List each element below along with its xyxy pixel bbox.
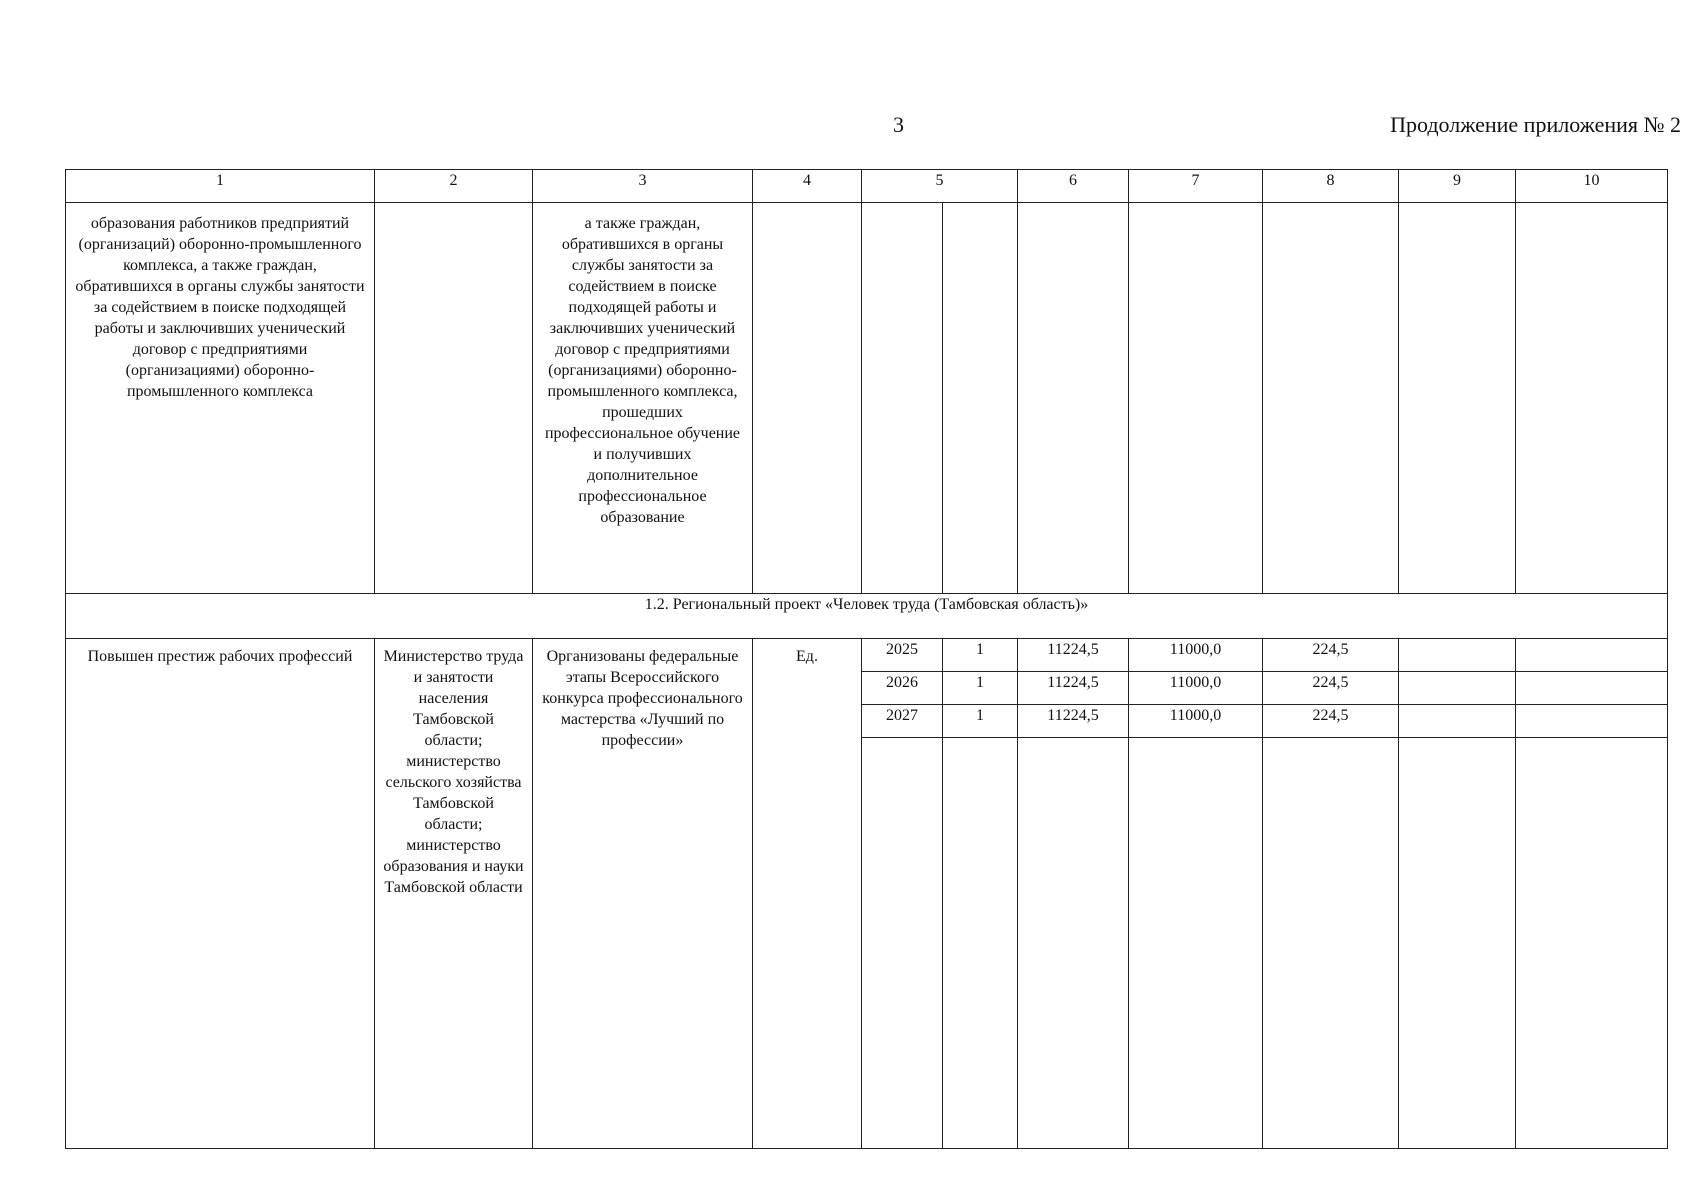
cell-unit: Ед. bbox=[753, 639, 862, 1149]
cell-year: 2026 bbox=[862, 672, 943, 705]
cell-regional bbox=[1263, 738, 1399, 1149]
column-header-10: 10 bbox=[1516, 170, 1668, 203]
cell-responsible: Министерство труда и занятости населения Тамбовской области; министерство сельского хозяйства Тамбовской области; министерство образования и науки Тамбовской области bbox=[375, 639, 533, 1149]
cell-year bbox=[862, 738, 943, 1149]
cell-total: 11224,5 bbox=[1018, 639, 1129, 672]
table-row bbox=[66, 203, 1668, 594]
cell-regional: 224,5 bbox=[1263, 639, 1399, 672]
cell-value: 1 bbox=[943, 705, 1018, 738]
cell-regional: 224,5 bbox=[1263, 705, 1399, 738]
cell-col10 bbox=[1516, 672, 1668, 705]
cell-year bbox=[862, 203, 943, 594]
column-header-5: 5 bbox=[862, 170, 1018, 203]
cell-col10 bbox=[1516, 203, 1668, 594]
cell-total bbox=[1018, 203, 1129, 594]
column-header-2: 2 bbox=[375, 170, 533, 203]
column-header-9: 9 bbox=[1399, 170, 1516, 203]
cell-col9 bbox=[1399, 203, 1516, 594]
cell-federal bbox=[1129, 738, 1263, 1149]
data-table bbox=[65, 169, 1668, 1149]
appendix-continuation-label: Продолжение приложения № 2 bbox=[1390, 112, 1681, 137]
cell-federal: 11000,0 bbox=[1129, 639, 1263, 672]
cell-result-description: Повышен престиж рабочих профессий bbox=[66, 639, 375, 1149]
cell-col10 bbox=[1516, 738, 1668, 1149]
cell-col10 bbox=[1516, 705, 1668, 738]
column-number-row bbox=[66, 170, 1668, 203]
cell-regional: 224,5 bbox=[1263, 672, 1399, 705]
section-title: 1.2. Региональный проект «Человек труда (Тамбовская область)» bbox=[66, 594, 1668, 639]
column-header-3: 3 bbox=[533, 170, 753, 203]
cell-total: 11224,5 bbox=[1018, 705, 1129, 738]
column-header-7: 7 bbox=[1129, 170, 1263, 203]
cell-total bbox=[1018, 738, 1129, 1149]
cell-year: 2027 bbox=[862, 705, 943, 738]
cell-total: 11224,5 bbox=[1018, 672, 1129, 705]
cell-federal bbox=[1129, 203, 1263, 594]
cell-col10 bbox=[1516, 639, 1668, 672]
table-row bbox=[66, 639, 1668, 672]
cell-col9 bbox=[1399, 672, 1516, 705]
cell-result-description: образования работников предприятий (организаций) оборонно-промышленного комплекса, а также граждан, обратившихся в органы службы занятости за содействием в поиске подходящей работы и заключивших ученический договор с предприятиями (организациями) оборонно-промышленного комплекса bbox=[66, 203, 375, 594]
column-header-6: 6 bbox=[1018, 170, 1129, 203]
cell-federal: 11000,0 bbox=[1129, 705, 1263, 738]
section-row bbox=[66, 594, 1668, 639]
column-header-1: 1 bbox=[66, 170, 375, 203]
cell-responsible bbox=[375, 203, 533, 594]
column-header-4: 4 bbox=[753, 170, 862, 203]
cell-regional bbox=[1263, 203, 1399, 594]
cell-unit bbox=[753, 203, 862, 594]
cell-value bbox=[943, 203, 1018, 594]
cell-indicator-description: а также граждан, обратившихся в органы службы занятости за содействием в поиске подходящей работы и заключивших ученический договор с предприятиями (организациями) оборонно-промышленного комплекса, прошедших профессиональное обучение и получивших дополнительное профессиональное образование bbox=[533, 203, 753, 594]
cell-value: 1 bbox=[943, 639, 1018, 672]
cell-value: 1 bbox=[943, 672, 1018, 705]
column-header-8: 8 bbox=[1263, 170, 1399, 203]
page-number: 3 bbox=[893, 112, 904, 137]
cell-col9 bbox=[1399, 705, 1516, 738]
cell-col9 bbox=[1399, 639, 1516, 672]
cell-value bbox=[943, 738, 1018, 1149]
cell-federal: 11000,0 bbox=[1129, 672, 1263, 705]
cell-indicator-description: Организованы федеральные этапы Всероссийского конкурса профессионального мастерства «Лучший по профессии» bbox=[533, 639, 753, 1149]
cell-year: 2025 bbox=[862, 639, 943, 672]
cell-col9 bbox=[1399, 738, 1516, 1149]
